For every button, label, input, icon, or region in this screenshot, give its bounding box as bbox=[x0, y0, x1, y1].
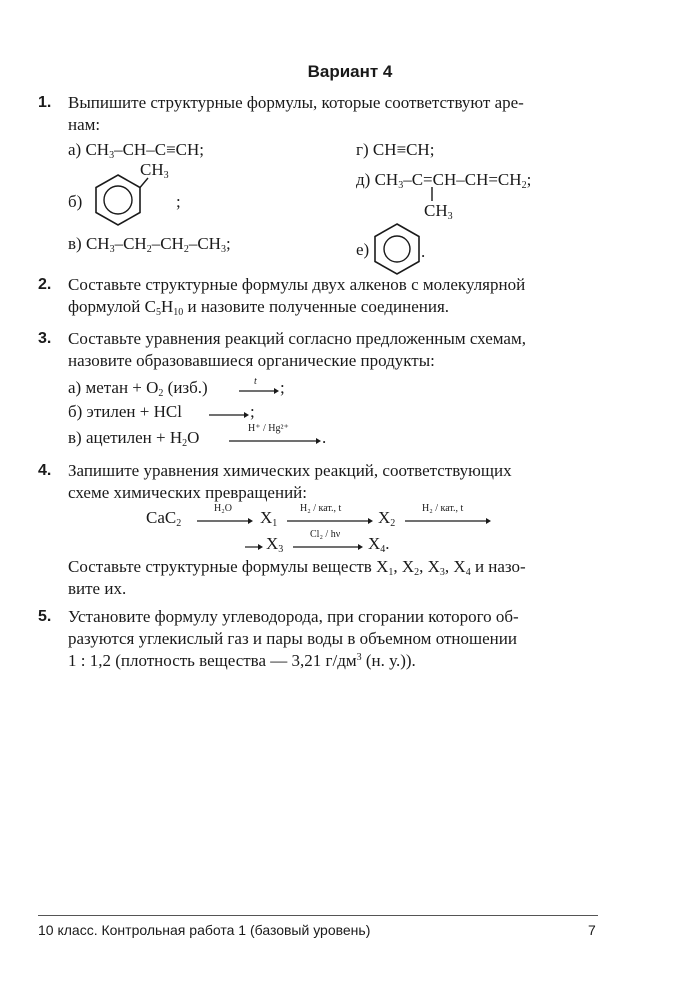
q5-text-line3: 1 : 1,2 (плотность вещества — 3,21 $г/дм^3$ (н. у.)). bbox=[68, 651, 416, 670]
q4-text-line4: вите их. bbox=[68, 579, 127, 598]
q4-number: 4. bbox=[38, 462, 52, 479]
q3-scheme-c: в) ацетилен + $H_2O$ bbox=[68, 428, 200, 449]
benzene-ring-b bbox=[90, 172, 146, 228]
arrow-q3c-label: H⁺ / Hg²⁺ bbox=[248, 423, 289, 434]
scheme-cac2: CaC$_2$ bbox=[146, 508, 182, 529]
q3-text-line2: назовите образовавшиеся органические продукты: bbox=[68, 351, 435, 370]
q1-option-e-end: . bbox=[421, 242, 426, 261]
scheme-x2: $X_2$ bbox=[378, 508, 396, 529]
page-title: Вариант 4 bbox=[307, 62, 393, 81]
q2-text-line1: Составьте структурные формулы двух алкенов с молекулярной bbox=[68, 275, 526, 294]
q3-scheme-a-end: ; bbox=[280, 378, 285, 397]
q1-option-v: в) $CH_3-CH_2-CH_2-CH_3$; bbox=[68, 234, 231, 255]
q1-option-d: д) $CH_3-C=CH-CH=CH_2$; bbox=[356, 170, 532, 191]
q1-text-line1: Выпишите структурные формулы, которые соответствуют аре- bbox=[68, 93, 524, 112]
q3-scheme-b-end: ; bbox=[250, 402, 255, 421]
q3-scheme-b: б) этилен + HCl bbox=[68, 402, 182, 421]
benzene-ring-e bbox=[372, 222, 422, 276]
arrow-q3a bbox=[238, 378, 280, 400]
q5-text-line2: разуются углекислый газ и пары воды в объемном отношении bbox=[68, 629, 517, 648]
arrow-q3a-label: t bbox=[254, 376, 257, 387]
q5-text-line1: Установите формулу углеводорода, при сгорании которого об- bbox=[68, 607, 519, 626]
footer-text: 10 класс. Контрольная работа 1 (базовый уровень) bbox=[38, 922, 371, 938]
q1-option-b-end: ; bbox=[176, 192, 181, 211]
q1-option-b-ch3: $CH_3$ bbox=[140, 160, 169, 181]
q1-number: 1. bbox=[38, 94, 52, 111]
arrow-q3b bbox=[208, 402, 250, 424]
arrow-scheme-2-label: H₂ / кат., t bbox=[300, 503, 342, 514]
q3-scheme-c-end: . bbox=[322, 428, 327, 447]
q2-number: 2. bbox=[38, 276, 52, 293]
q4-text-line2: схеме химических превращений: bbox=[68, 483, 307, 502]
q4-text-line3: Составьте структурные формулы веществ $X_1$, $X_2$, $X_3$, $X_4$ и назо- bbox=[68, 557, 526, 578]
q3-number: 3. bbox=[38, 330, 52, 347]
arrow-scheme-3-cont bbox=[244, 534, 264, 556]
arrow-scheme-3-label: H₂ / кат., t bbox=[422, 503, 464, 514]
q4-text-line1: Запишите уравнения химических реакций, соответствующих bbox=[68, 461, 512, 480]
arrow-scheme-1-label: H₂O bbox=[214, 503, 232, 514]
q3-text-line1: Составьте уравнения реакций согласно предложенным схемам, bbox=[68, 329, 526, 348]
q5-number: 5. bbox=[38, 608, 52, 625]
page-number: 7 bbox=[588, 922, 596, 938]
scheme-x3: $X_3$ bbox=[266, 534, 284, 555]
bond-line-d bbox=[430, 187, 434, 201]
q1-option-a: а) $CH_3-CH-C\equiv CH$; bbox=[68, 140, 204, 161]
scheme-x4: $X_4$. bbox=[368, 534, 390, 555]
q2-text-line2: формулой $C_5H_{10}$ и назовите полученные соединения. bbox=[68, 297, 450, 318]
arrow-scheme-4-label: Cl₂ / hν bbox=[310, 529, 341, 540]
q3-scheme-a: а) метан + $O_2$ (изб.) bbox=[68, 378, 208, 399]
footer-divider bbox=[38, 915, 598, 916]
q1-option-e-label: е) bbox=[356, 240, 370, 259]
q1-option-g: г) CH≡CH; bbox=[356, 140, 435, 159]
scheme-x1: $X_1$ bbox=[260, 508, 278, 529]
q1-option-d-ch3: $CH_3$ bbox=[424, 201, 453, 222]
q1-text-line2: нам: bbox=[68, 115, 101, 134]
q1-option-b-label: б) bbox=[68, 192, 83, 211]
